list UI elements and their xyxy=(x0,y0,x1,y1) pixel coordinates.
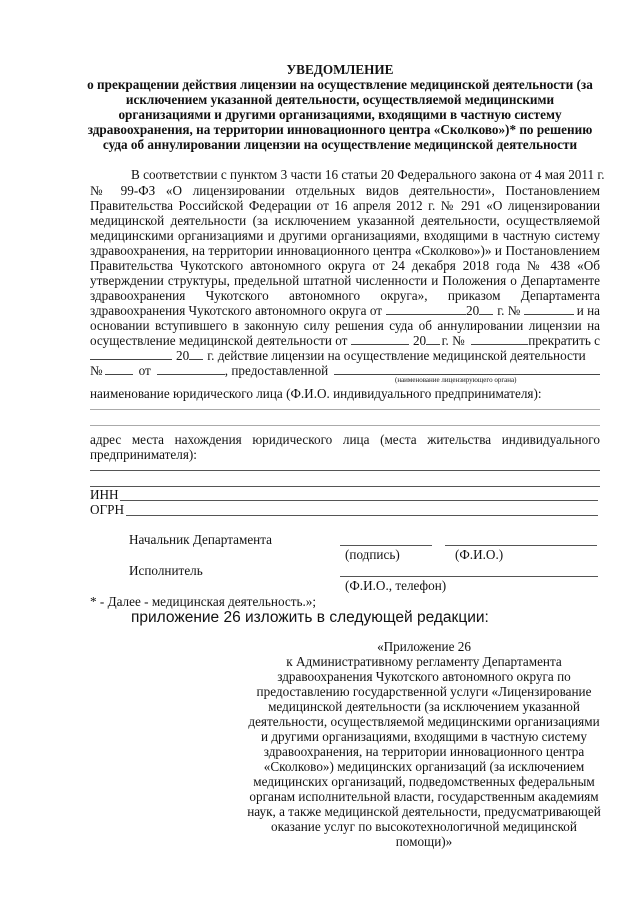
body-line-14 xyxy=(90,363,600,378)
body-line-12 xyxy=(90,333,600,348)
annex-line: «Сколково») медицинских организаций (за исключением xyxy=(263,759,585,774)
word: юридического xyxy=(252,432,333,447)
word: Чукотского xyxy=(205,288,269,303)
granted-label: , предоставленной xyxy=(224,363,329,378)
address-line-1 xyxy=(90,432,600,447)
annex-line: наук, а также медицинской деятельности, предусматривающей xyxy=(247,804,601,819)
from-label: от xyxy=(138,363,151,378)
order-date-blank[interactable] xyxy=(386,303,466,315)
signature-field[interactable] xyxy=(340,545,432,546)
licensing-organ-blank[interactable] xyxy=(334,363,600,375)
order-year-blank[interactable] xyxy=(479,303,493,315)
year-prefix: 20 xyxy=(176,348,190,363)
head-of-department-label: Начальник Департамента xyxy=(129,532,273,547)
executor-field[interactable] xyxy=(340,576,598,577)
annex-line: к Административному регламенту Департамента xyxy=(286,654,562,669)
footnote: * - Далее - медицинская деятельность.»; xyxy=(90,594,317,609)
inn-label: ИНН xyxy=(90,487,119,502)
number-label: г. № xyxy=(441,333,465,348)
word: адрес xyxy=(90,432,122,447)
address-line-2: предпринимателя): xyxy=(90,447,197,462)
body-line-6-text: здравоохранения, на территории инновационного центра «Сколково»)» и Постановлением xyxy=(90,243,600,258)
ogrn-field[interactable] xyxy=(126,515,598,516)
word: индивидуального xyxy=(501,432,600,447)
body-line-11 xyxy=(90,318,600,333)
annex-line: предоставлению государственной услуги «Лицензирование xyxy=(256,684,592,699)
name-caption: (Ф.И.О.) xyxy=(455,547,504,562)
annex-line: «Приложение 26 xyxy=(377,639,471,654)
licensing-organ-caption: (наименование лицензирующего органа) xyxy=(395,376,517,384)
annex-line: здравоохранения Чукотского автономного округа по xyxy=(277,669,571,684)
word: жительства xyxy=(427,432,492,447)
executor-caption: (Ф.И.О., телефон) xyxy=(345,578,447,593)
body-line-8 xyxy=(90,273,600,288)
body-line-5 xyxy=(90,228,600,243)
body-line-1: В соответствии с пунктом 3 части 16 статьи 20 Федерального закона от 4 мая 2011 г. xyxy=(131,167,605,182)
word: автономного xyxy=(289,288,361,303)
court-date-blank[interactable] xyxy=(351,333,409,345)
word: лица xyxy=(342,432,370,447)
legal-name-line-2[interactable] xyxy=(90,425,600,426)
body-line-9 xyxy=(90,288,600,303)
annex-instruction: приложение 26 изложить в следующей редакции: xyxy=(131,609,489,626)
annex-line: медицинских организаций, подведомственных федеральным xyxy=(253,774,595,789)
court-year-blank[interactable] xyxy=(426,333,439,345)
inn-field[interactable] xyxy=(120,500,598,501)
annex-line: медицинской деятельности (за исключением указанной xyxy=(268,699,580,714)
word: места xyxy=(131,432,164,447)
subtitle-line-3: организациями и другими организациями, входящими в частную систему xyxy=(118,107,562,122)
termination-date-blank[interactable] xyxy=(90,348,172,360)
word: приказом xyxy=(447,288,501,303)
name-field[interactable] xyxy=(445,545,597,546)
year-prefix: 20 xyxy=(412,333,427,348)
number-label: г. № xyxy=(497,303,521,318)
annex-line: помощи)» xyxy=(395,834,453,849)
year-prefix: 20 xyxy=(466,303,480,318)
body-line-10-end: и на xyxy=(576,303,600,318)
annex-line: и другими организациями, входящими в частную систему xyxy=(260,729,587,744)
body-line-2-text: № 99-ФЗ «О лицензировании отдельных видов деятельности», Постановлением xyxy=(90,183,600,198)
body-line-13-text: г. действие лицензии на осуществление медицинской деятельности xyxy=(207,348,586,363)
annex-line: деятельности, осуществляемой медицинскими организациями xyxy=(248,714,600,729)
body-line-12-end: прекратить с xyxy=(528,333,600,348)
termination-year-blank[interactable] xyxy=(189,348,203,360)
body-line-10-text: здравоохранения Чукотского автономного округа от xyxy=(90,303,383,318)
body-line-3 xyxy=(90,198,600,213)
license-number-blank[interactable] xyxy=(105,363,133,375)
body-line-6 xyxy=(90,243,600,258)
body-line-4-text: медицинской деятельности (за исключением указанной деятельности, осуществляемой xyxy=(90,213,600,228)
subtitle-line-2: исключением указанной деятельности, осуществляемой медицинскими xyxy=(125,92,555,107)
body-line-8-text: утверждении структуры, предельной штатной численности и Положения о Департаменте xyxy=(90,273,600,288)
order-number-blank[interactable] xyxy=(524,303,574,315)
number-sign: № xyxy=(90,363,103,378)
annex-line: оказание услуг по высокотехнологичной медицинской xyxy=(271,819,577,834)
body-line-11-text: основании вступившего в законную силу решения суда об аннулировании лицензии на xyxy=(90,318,600,333)
body-line-13 xyxy=(90,348,600,363)
annex-block xyxy=(238,639,610,849)
subtitle-line-5: суда об аннулировании лицензии на осуществление медицинской деятельности xyxy=(102,137,578,152)
signature-caption: (подпись) xyxy=(345,547,400,562)
body-line-5-text: медицинскими организациями и другими организациями, входящими в частную систему xyxy=(90,228,600,243)
word: Департамента xyxy=(520,288,600,303)
address-line-field-2[interactable] xyxy=(90,486,600,487)
annex-line: здравоохранения, на территории инновационного центра xyxy=(263,744,585,759)
body-line-3-text: Правительства Российской Федерации от 16 апреля 2012 г. № 291 «О лицензировании xyxy=(90,198,600,213)
document-title: УВЕДОМЛЕНИЕ xyxy=(286,62,394,77)
body-line-12-text: осуществление медицинской деятельности от xyxy=(90,333,348,348)
body-line-4 xyxy=(90,213,600,228)
annex-line: органам исполнительной власти, государственным академиям xyxy=(249,789,599,804)
word: (места xyxy=(380,432,417,447)
legal-name-label: наименование юридического лица (Ф.И.О. индивидуального предпринимателя): xyxy=(90,386,542,401)
body-line-10 xyxy=(90,303,600,318)
legal-name-line-1[interactable] xyxy=(90,409,600,410)
body-line-7-text: Правительства Чукотского автономного округа от 24 декабря 2018 года № 438 «Об xyxy=(90,258,600,273)
court-number-blank[interactable] xyxy=(471,333,529,345)
subtitle-line-1: о прекращении действия лицензии на осуществление медицинской деятельности (за xyxy=(87,77,593,92)
ogrn-label: ОГРН xyxy=(90,502,125,517)
subtitle-line-4: здравоохранения, на территории инновационного центра «Сколково»)* по решению xyxy=(87,122,593,137)
executor-label: Исполнитель xyxy=(129,563,203,578)
word: округа», xyxy=(380,288,428,303)
body-line-7 xyxy=(90,258,600,273)
body-line-2 xyxy=(90,183,600,198)
word: нахождения xyxy=(174,432,242,447)
address-line-field-1[interactable] xyxy=(90,470,600,471)
word: здравоохранения xyxy=(90,288,186,303)
license-date-blank[interactable] xyxy=(157,363,225,375)
